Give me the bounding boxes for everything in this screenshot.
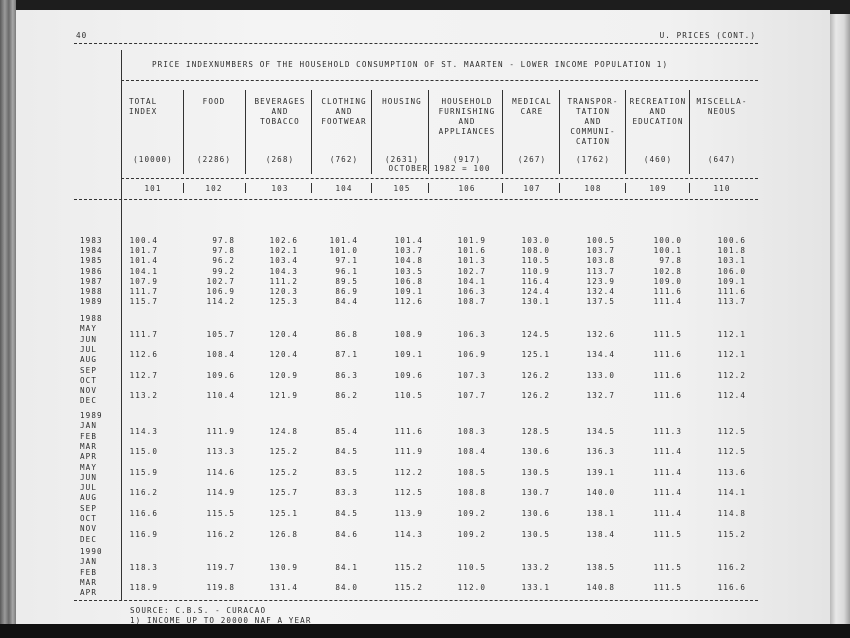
table-cell: 128.5: [521, 426, 550, 436]
divider: [74, 600, 758, 601]
table-cell: 112.1: [717, 350, 746, 360]
table-cell: 102.1: [269, 246, 298, 256]
table-cell: 138.1: [586, 509, 615, 518]
table-cell: 102.6: [269, 236, 298, 245]
column-header-line: APPLIANCES: [438, 127, 496, 136]
row-label: 1989: [80, 297, 103, 307]
column-header-line: HOUSING: [382, 97, 422, 106]
row-label: 1984: [80, 246, 103, 256]
table-cell: 112.5: [717, 447, 746, 457]
page-edge: [830, 14, 850, 626]
month-label: FEB: [80, 567, 98, 577]
table-cell: 101.4: [329, 236, 358, 245]
table-cell: 131.4: [269, 583, 298, 593]
table-cell: 119.8: [206, 583, 235, 593]
month-label: AUG: [80, 493, 98, 503]
table-cell: 111.4: [653, 488, 682, 498]
scan-border: [0, 624, 850, 638]
month-label: JUL: [80, 344, 98, 354]
column-header-line: CLOTHING: [321, 97, 367, 106]
column-rule: [559, 183, 560, 193]
table-cell: 110.5: [521, 256, 550, 266]
table-cell: 96.1: [335, 266, 358, 276]
month-label: SEP: [80, 503, 98, 513]
table-cell: 109.6: [394, 370, 423, 380]
column-code: 106: [458, 184, 476, 193]
table-cell: 140.0: [586, 488, 615, 498]
row-label: 1987: [80, 276, 103, 286]
table-cell: 106.8: [394, 276, 423, 286]
table-cell: 130.6: [521, 509, 550, 518]
table-cell: 101.8: [717, 246, 746, 256]
month-label: MAR: [80, 441, 98, 451]
column-header-line: TATION: [575, 107, 611, 116]
table-cell: 115.2: [394, 562, 423, 572]
month-label: SEP: [80, 365, 98, 375]
table-cell: 110.5: [394, 391, 423, 401]
table-cell: 103.7: [394, 246, 423, 256]
table-cell: 134.4: [586, 350, 615, 360]
column-header-line: TRANSPOR-: [567, 97, 619, 106]
column-header-line: EDUCATION: [632, 117, 684, 126]
table-cell: 125.7: [269, 488, 298, 498]
column-header-line: TOBACCO: [260, 117, 300, 126]
table-cell: 108.4: [457, 447, 486, 457]
table-cell: 113.6: [717, 467, 746, 477]
table-cell: 109.2: [457, 509, 486, 518]
table-cell: 111.4: [653, 447, 682, 457]
table-cell: 116.2: [206, 529, 235, 539]
table-cell: 133.2: [521, 562, 550, 572]
table-cell: 111.3: [653, 426, 682, 436]
table-cell: 108.9: [394, 329, 423, 339]
base-period-note: OCTOBER 1982 = 100: [388, 164, 491, 173]
month-label: JAN: [80, 557, 98, 567]
table-cell: 109.1: [394, 350, 423, 360]
table-cell: 112.4: [717, 391, 746, 401]
table-cell: 138.5: [586, 562, 615, 572]
table-cell: 111.6: [653, 370, 682, 380]
row-label: 1985: [80, 256, 103, 266]
table-cell: 140.8: [586, 583, 615, 593]
section-title: U. PRICES (CONT.): [659, 31, 756, 40]
table-cell: 96.2: [212, 256, 235, 266]
divider: [74, 199, 758, 200]
table-cell: 113.7: [586, 266, 615, 276]
table-cell: 109.0: [653, 276, 682, 286]
table-cell: 125.1: [269, 509, 298, 518]
column-code: 105: [393, 184, 411, 193]
month-label: OCT: [80, 375, 98, 385]
table-cell: 111.5: [653, 529, 682, 539]
table-cell: 111.4: [653, 297, 682, 307]
column-weight: (2286): [196, 155, 232, 164]
table-cell: 121.9: [269, 391, 298, 401]
table-cell: 101.4: [394, 236, 423, 245]
table-cell: 108.0: [521, 246, 550, 256]
table-cell: 108.8: [457, 488, 486, 498]
table-cell: 101.9: [457, 236, 486, 245]
column-rule: [689, 183, 690, 193]
table-cell: 108.3: [457, 426, 486, 436]
month-label: NOV: [80, 386, 98, 396]
table-cell: 111.9: [206, 426, 235, 436]
table-cell: 100.6: [717, 236, 746, 245]
column-header-line: BEVERAGES: [254, 97, 306, 106]
divider: [121, 178, 758, 179]
column-rule: [502, 183, 503, 193]
table-cell: 133.0: [586, 370, 615, 380]
column-header-line: FURNISHING: [438, 107, 496, 116]
column-header-line: MEDICAL: [512, 97, 552, 106]
column-code: 107: [523, 184, 541, 193]
column-rule: [245, 90, 246, 174]
table-cell: 108.7: [457, 297, 486, 307]
table-cell: 126.2: [521, 391, 550, 401]
table-cell: 104.1: [129, 266, 158, 276]
table-cell: 83.5: [335, 467, 358, 477]
column-code: 104: [335, 184, 353, 193]
table-cell: 109.6: [206, 370, 235, 380]
column-weight: (268): [265, 155, 295, 164]
table-cell: 100.5: [586, 236, 615, 245]
table-cell: 83.3: [335, 488, 358, 498]
table-cell: 112.0: [457, 583, 486, 593]
divider: [121, 80, 758, 81]
table-cell: 132.7: [586, 391, 615, 401]
column-rule: [183, 183, 184, 193]
table-cell: 111.7: [129, 287, 158, 296]
table-cell: 116.4: [521, 276, 550, 286]
month-label: MAY: [80, 324, 98, 334]
table-cell: 99.2: [212, 266, 235, 276]
table-cell: 87.1: [335, 350, 358, 360]
column-header-line: NEOUS: [707, 107, 737, 116]
table-cell: 86.2: [335, 391, 358, 401]
table-cell: 114.8: [717, 509, 746, 518]
column-code: 110: [713, 184, 731, 193]
table-cell: 109.1: [717, 276, 746, 286]
divider: [74, 43, 758, 44]
month-label: AUG: [80, 355, 98, 365]
month-label: JAN: [80, 421, 98, 431]
table-cell: 102.7: [457, 266, 486, 276]
table-cell: 101.4: [129, 256, 158, 266]
table-cell: 120.4: [269, 329, 298, 339]
column-header-line: HOUSEHOLD: [441, 97, 493, 106]
month-label: MAY: [80, 462, 98, 472]
table-cell: 100.4: [129, 236, 158, 245]
table-cell: 103.1: [717, 256, 746, 266]
table-cell: 130.5: [521, 467, 550, 477]
table-cell: 114.9: [206, 488, 235, 498]
table-cell: 115.9: [129, 467, 158, 477]
table-cell: 114.3: [129, 426, 158, 436]
table-cell: 100.1: [653, 246, 682, 256]
table-cell: 112.7: [129, 370, 158, 380]
row-label: 1988: [80, 287, 103, 296]
column-code: 108: [584, 184, 602, 193]
table-cell: 126.2: [521, 370, 550, 380]
table-cell: 106.3: [457, 329, 486, 339]
table-cell: 108.5: [457, 467, 486, 477]
table-cell: 118.3: [129, 562, 158, 572]
table-cell: 137.5: [586, 297, 615, 307]
table-cell: 111.4: [653, 509, 682, 518]
table-title: PRICE INDEXNUMBERS OF THE HOUSEHOLD CONSUMPTION OF ST. MAARTEN - LOWER INCOME POPULATION 1): [152, 60, 669, 69]
table-cell: 116.6: [129, 509, 158, 518]
table-cell: 130.6: [521, 447, 550, 457]
table-cell: 86.3: [335, 370, 358, 380]
table-cell: 111.6: [653, 350, 682, 360]
column-header-line: FOOD: [202, 97, 226, 106]
table-cell: 138.4: [586, 529, 615, 539]
table-cell: 103.4: [269, 256, 298, 266]
table-cell: 104.1: [457, 276, 486, 286]
table-cell: 114.1: [717, 488, 746, 498]
table-cell: 107.9: [129, 276, 158, 286]
table-cell: 114.2: [206, 297, 235, 307]
table-cell: 108.4: [206, 350, 235, 360]
column-weight: (460): [643, 155, 673, 164]
table-cell: 101.3: [457, 256, 486, 266]
row-label: 1986: [80, 266, 103, 276]
table-cell: 105.7: [206, 329, 235, 339]
table-cell: 84.5: [335, 509, 358, 518]
table-cell: 111.9: [394, 447, 423, 457]
column-header-line: AND: [584, 117, 602, 126]
month-label: APR: [80, 588, 98, 598]
column-header-line: MISCELLA-: [696, 97, 748, 106]
column-header-line: AND: [458, 117, 476, 126]
table-cell: 115.0: [129, 447, 158, 457]
income-footnote: 1) INCOME UP TO 20000 NAF A YEAR: [130, 616, 312, 625]
table-cell: 111.4: [653, 467, 682, 477]
table-cell: 114.6: [206, 467, 235, 477]
table-cell: 125.2: [269, 467, 298, 477]
table-cell: 115.2: [717, 529, 746, 539]
table-cell: 120.3: [269, 287, 298, 296]
column-header-line: CATION: [575, 137, 611, 146]
table-cell: 106.9: [457, 350, 486, 360]
table-cell: 97.8: [659, 256, 682, 266]
table-cell: 102.8: [653, 266, 682, 276]
table-cell: 130.9: [269, 562, 298, 572]
table-cell: 101.0: [329, 246, 358, 256]
table-cell: 112.5: [394, 488, 423, 498]
table-cell: 120.9: [269, 370, 298, 380]
column-code: 102: [205, 184, 223, 193]
month-label: FEB: [80, 431, 98, 441]
book-binding: [0, 0, 16, 638]
table-cell: 111.6: [717, 287, 746, 296]
table-cell: 112.2: [394, 467, 423, 477]
table-cell: 112.6: [394, 297, 423, 307]
table-cell: 111.6: [394, 426, 423, 436]
table-cell: 111.6: [653, 391, 682, 401]
table-cell: 124.5: [521, 329, 550, 339]
month-label: NOV: [80, 524, 98, 534]
table-cell: 110.9: [521, 266, 550, 276]
table-cell: 115.5: [206, 509, 235, 518]
table-cell: 97.1: [335, 256, 358, 266]
table-cell: 130.5: [521, 529, 550, 539]
column-rule: [245, 183, 246, 193]
table-cell: 125.3: [269, 297, 298, 307]
table-cell: 103.8: [586, 256, 615, 266]
table-cell: 89.5: [335, 276, 358, 286]
source-note: SOURCE: C.B.S. - CURACAO: [130, 606, 267, 615]
column-weight: (2631): [384, 155, 420, 164]
table-cell: 103.0: [521, 236, 550, 245]
table-cell: 132.6: [586, 329, 615, 339]
table-cell: 106.0: [717, 266, 746, 276]
table-cell: 111.5: [653, 562, 682, 572]
column-header-line: TOTAL: [129, 97, 158, 106]
table-cell: 110.4: [206, 391, 235, 401]
table-cell: 101.7: [129, 246, 158, 256]
table-cell: 134.5: [586, 426, 615, 436]
month-label: APR: [80, 452, 98, 462]
table-cell: 113.7: [717, 297, 746, 307]
table-cell: 109.2: [457, 529, 486, 539]
table-cell: 107.7: [457, 391, 486, 401]
table-cell: 133.1: [521, 583, 550, 593]
table-cell: 113.2: [129, 391, 158, 401]
column-header-line: CARE: [520, 107, 544, 116]
column-header-line: RECREATION: [629, 97, 687, 106]
table-cell: 125.1: [521, 350, 550, 360]
month-label: JUN: [80, 334, 98, 344]
table-cell: 102.7: [206, 276, 235, 286]
table-cell: 136.3: [586, 447, 615, 457]
table-cell: 132.4: [586, 287, 615, 296]
table-cell: 97.8: [212, 246, 235, 256]
table-cell: 106.3: [457, 287, 486, 296]
table-cell: 85.4: [335, 426, 358, 436]
table-cell: 101.6: [457, 246, 486, 256]
table-cell: 84.0: [335, 583, 358, 593]
table-cell: 116.9: [129, 529, 158, 539]
table-cell: 113.9: [394, 509, 423, 518]
table-cell: 104.8: [394, 256, 423, 266]
column-header-line: INDEX: [129, 107, 158, 116]
column-weight: (267): [517, 155, 547, 164]
year-label: 1988: [80, 314, 103, 323]
table-cell: 103.7: [586, 246, 615, 256]
table-cell: 124.8: [269, 426, 298, 436]
table-cell: 126.8: [269, 529, 298, 539]
column-rule: [689, 90, 690, 174]
table-cell: 111.2: [269, 276, 298, 286]
column-header-line: COMMUNI-: [570, 127, 616, 136]
table-cell: 97.8: [212, 236, 235, 245]
table-cell: 104.3: [269, 266, 298, 276]
column-rule: [502, 90, 503, 174]
table-cell: 124.4: [521, 287, 550, 296]
page-number: 40: [76, 31, 88, 40]
table-cell: 120.4: [269, 350, 298, 360]
column-rule: [559, 90, 560, 174]
table-cell: 119.7: [206, 562, 235, 572]
table-cell: 84.5: [335, 447, 358, 457]
column-header-line: FOOTWEAR: [321, 117, 367, 126]
table-cell: 111.5: [653, 329, 682, 339]
table-cell: 86.9: [335, 287, 358, 296]
table-cell: 86.8: [335, 329, 358, 339]
table-cell: 116.6: [717, 583, 746, 593]
month-label: MAR: [80, 577, 98, 587]
column-rule: [625, 183, 626, 193]
column-weight: (1762): [575, 155, 611, 164]
column-header-line: AND: [649, 107, 667, 116]
table-cell: 111.6: [653, 287, 682, 296]
column-weight: (10000): [133, 155, 173, 164]
table-cell: 139.1: [586, 467, 615, 477]
column-header-line: AND: [335, 107, 353, 116]
column-header-line: AND: [271, 107, 289, 116]
table-cell: 84.4: [335, 297, 358, 307]
column-weight: (917): [452, 155, 482, 164]
table-cell: 111.7: [129, 329, 158, 339]
table-cell: 106.9: [206, 287, 235, 296]
year-label: 1989: [80, 411, 103, 420]
month-label: JUL: [80, 483, 98, 493]
table-cell: 111.5: [653, 583, 682, 593]
table-cell: 125.2: [269, 447, 298, 457]
column-rule: [625, 90, 626, 174]
table-cell: 114.3: [394, 529, 423, 539]
table-cell: 112.5: [717, 426, 746, 436]
table-cell: 118.9: [129, 583, 158, 593]
table-cell: 130.1: [521, 297, 550, 307]
table-cell: 115.7: [129, 297, 158, 307]
table-cell: 109.1: [394, 287, 423, 296]
month-label: JUN: [80, 472, 98, 482]
month-label: DEC: [80, 534, 98, 544]
month-label: OCT: [80, 514, 98, 523]
month-label: DEC: [80, 396, 98, 406]
column-code: 109: [649, 184, 667, 193]
table-cell: 115.2: [394, 583, 423, 593]
table-cell: 116.2: [129, 488, 158, 498]
column-weight: (647): [707, 155, 737, 164]
column-code: 101: [144, 184, 162, 193]
table-cell: 103.5: [394, 266, 423, 276]
table-cell: 130.7: [521, 488, 550, 498]
table-cell: 107.3: [457, 370, 486, 380]
table-cell: 100.0: [653, 236, 682, 245]
row-label: 1983: [80, 236, 103, 245]
table-cell: 112.6: [129, 350, 158, 360]
year-label: 1990: [80, 547, 103, 556]
column-code: 103: [271, 184, 289, 193]
table-cell: 113.3: [206, 447, 235, 457]
column-weight: (762): [329, 155, 359, 164]
table-cell: 116.2: [717, 562, 746, 572]
table-cell: 84.1: [335, 562, 358, 572]
table-cell: 112.2: [717, 370, 746, 380]
table-cell: 112.1: [717, 329, 746, 339]
table-cell: 123.9: [586, 276, 615, 286]
table-cell: 110.5: [457, 562, 486, 572]
table-cell: 84.6: [335, 529, 358, 539]
